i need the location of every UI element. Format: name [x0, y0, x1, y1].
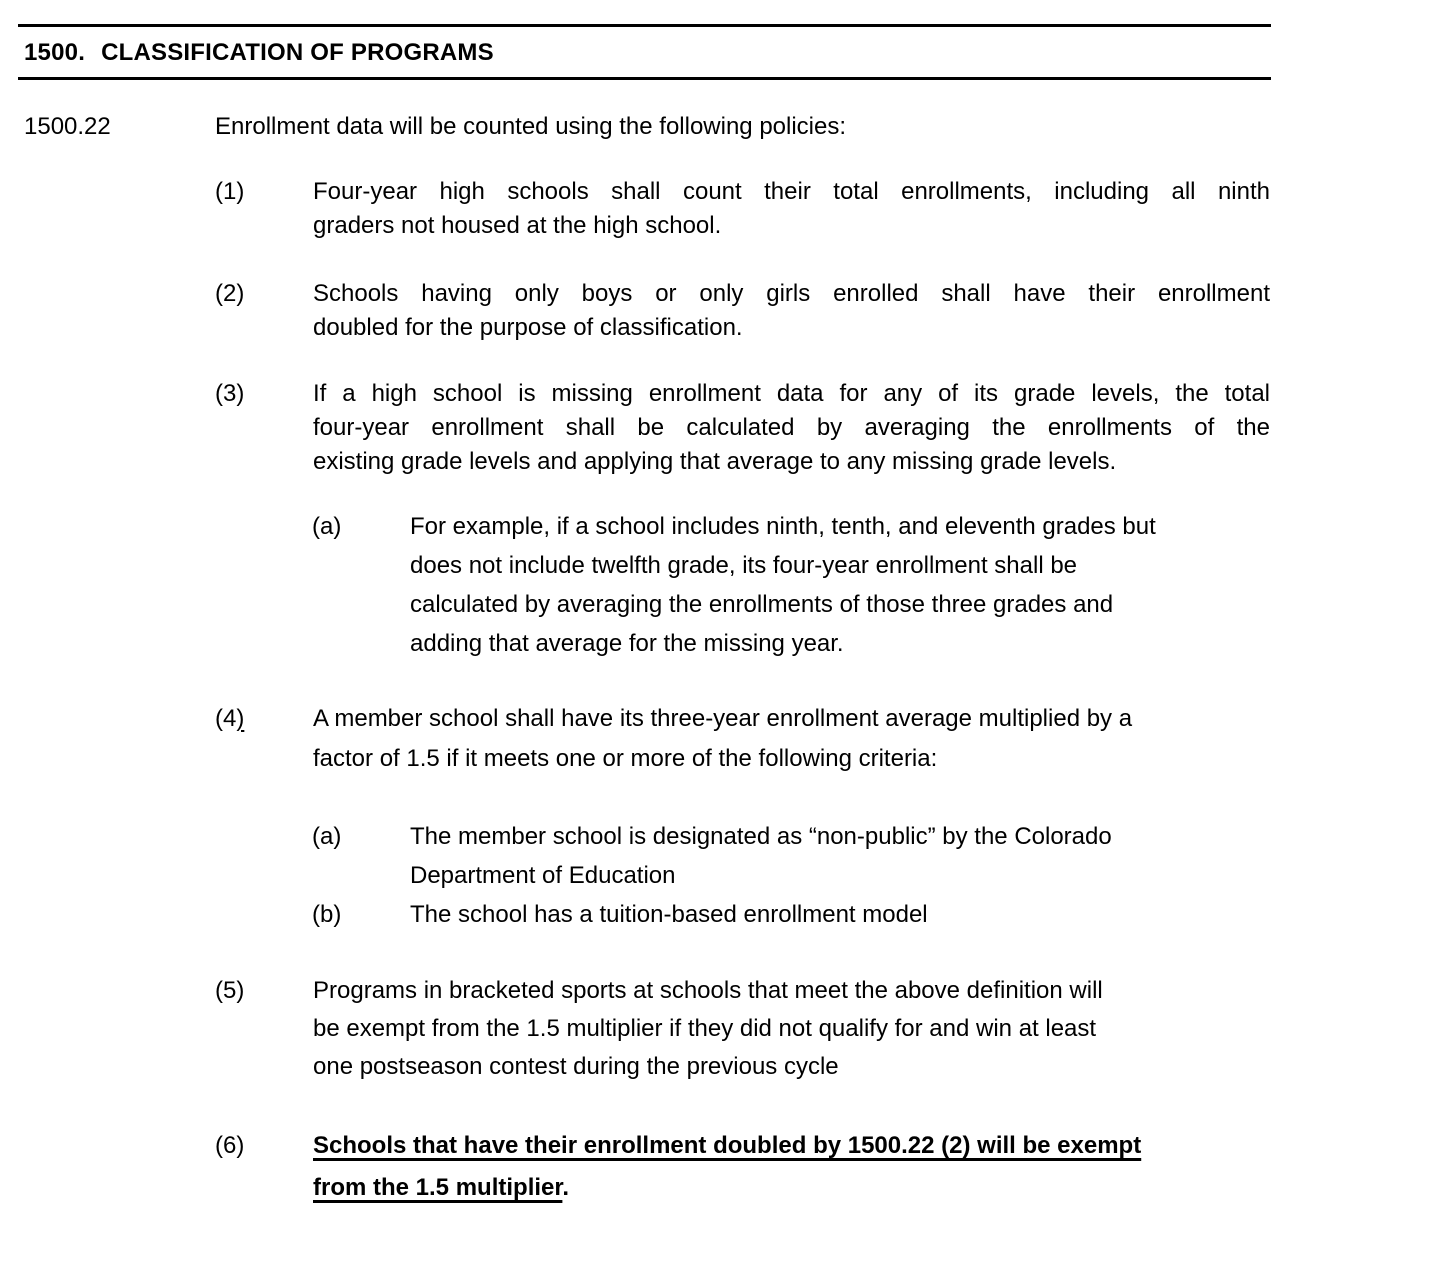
item-line: Programs in bracketed sports at schools that meet the above definition will: [313, 977, 1103, 1004]
item-label: (5): [215, 977, 245, 1004]
item-line: Department of Education: [410, 862, 676, 889]
horizontal-rule-top: [18, 24, 1271, 27]
policy-item-6: [215, 1125, 1440, 1209]
policy-item-4b: [312, 895, 1440, 934]
item-label: (6): [215, 1132, 245, 1159]
item-body: [410, 817, 1340, 895]
item-body: [313, 277, 1270, 345]
item-label: (1): [215, 178, 245, 205]
item-body: [313, 175, 1270, 243]
item-label: (a): [312, 513, 342, 540]
item-line-period: .: [562, 1174, 570, 1201]
item-label: [215, 699, 313, 779]
item-line: Schools having only boys or only girls enrolled shall have their enrollment: [313, 280, 1270, 307]
item-line: [313, 1167, 1270, 1209]
item-label: (2): [215, 280, 245, 307]
item-label-underlined-paren: ): [236, 705, 245, 732]
policy-item-5: [215, 972, 1440, 1086]
item-body: [410, 507, 1340, 663]
item-line: be exempt from the 1.5 multiplier if they did not qualify for and win at least: [313, 1015, 1097, 1042]
item-line: The member school is designated as “non-public” by the Colorado: [410, 823, 1112, 850]
item-line: A member school shall have its three-year enrollment average multiplied by a: [313, 705, 1133, 732]
item-label: (b): [312, 901, 342, 928]
section-intro-row: [24, 110, 1440, 144]
item-body: [313, 972, 1270, 1086]
item-body: [410, 895, 1340, 934]
policy-item-4: [215, 699, 1440, 779]
item-line: If a high school is missing enrollment data for any of its grade levels, the total: [313, 380, 1270, 407]
item-line: four-year enrollment shall be calculated by averaging the enrollments of the: [313, 414, 1270, 441]
item-line-underlined: from the 1.5 multiplier: [313, 1174, 563, 1201]
item-line: factor of 1.5 if it meets one or more of the following criteria:: [313, 745, 938, 772]
item-line: Four-year high schools shall count their total enrollments, including all ninth: [313, 178, 1270, 205]
policy-item-1: [215, 175, 1440, 243]
section-heading-number: 1500.: [24, 39, 86, 66]
section-heading-title: CLASSIFICATION OF PROGRAMS: [101, 39, 494, 66]
item-line: Schools that have their enrollment doubled by 1500.22 (2) will be exempt: [313, 1132, 1142, 1159]
policy-item-3: [215, 377, 1440, 479]
item-label: (a): [312, 823, 342, 850]
section-number: 1500.22: [24, 113, 111, 140]
item-label: (3): [215, 380, 245, 407]
horizontal-rule-under-heading: [18, 77, 1271, 80]
item-line: existing grade levels and applying that average to any missing grade levels.: [313, 448, 1117, 475]
item-line: The school has a tuition-based enrollment model: [410, 901, 928, 928]
policy-item-4a: [312, 817, 1440, 895]
item-body: [313, 377, 1270, 479]
item-line: calculated by averaging the enrollments of those three grades and: [410, 591, 1114, 618]
section-heading: [24, 38, 1440, 68]
item-line: adding that average for the missing year.: [410, 630, 844, 657]
item-label-text: (4: [215, 705, 237, 732]
item-line: For example, if a school includes ninth, tenth, and eleventh grades but: [410, 513, 1156, 540]
section-intro-text: Enrollment data will be counted using the following policies:: [215, 113, 847, 140]
policy-item-2: [215, 277, 1440, 345]
item-line: doubled for the purpose of classification.: [313, 314, 743, 341]
item-line: graders not housed at the high school.: [313, 212, 722, 239]
item-body: [313, 699, 1270, 779]
item-line: one postseason contest during the previous cycle: [313, 1053, 839, 1080]
item-body: [313, 1125, 1270, 1209]
item-line: does not include twelfth grade, its four-year enrollment shall be: [410, 552, 1078, 579]
policy-item-3a: [312, 507, 1440, 663]
